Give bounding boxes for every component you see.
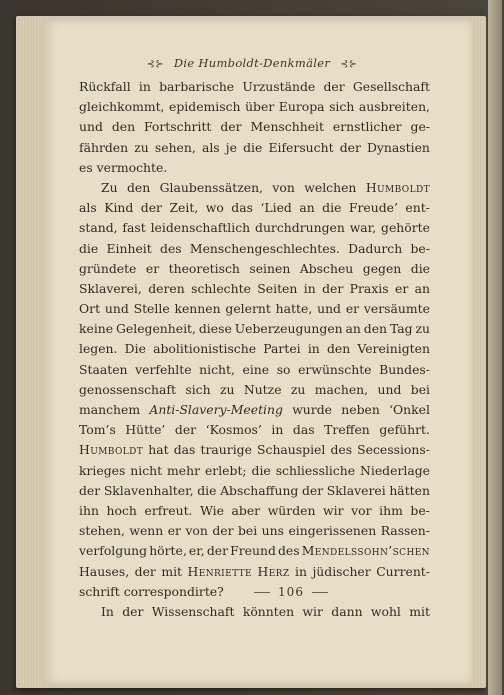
facing-page-edge	[486, 0, 504, 695]
text-line: In der Wissenschaft könnten wir dann wohl mit	[101, 603, 430, 619]
header-ornament-left: ⊰⊱	[146, 59, 164, 70]
text-line: Ort und Stelle kennen gelernt hatte, und er versäumte	[79, 301, 430, 317]
text-line: verfolgung hörte, er, der Freund des Mendelssohn’schen	[79, 543, 430, 559]
text-line: Zu den Glaubenssätzen, von welchen Humboldt	[101, 179, 430, 195]
text-line: stehen, wenn er von der bei uns eingerissenen Rassen-	[79, 523, 430, 539]
body-text	[79, 77, 430, 622]
text-line: Rückfall in barbarische Urzustände der Gesellschaft	[79, 79, 430, 94]
running-header-title: Die Humboldt-Denkmäler	[173, 56, 331, 70]
text-line: stand, fast leidenschaftlich durchdrungen war, gehörte	[79, 220, 430, 236]
text-line: manchem Anti-Slavery-Meeting wurde neben ‘Onkel	[79, 402, 430, 417]
text-line: legen. Die abolitionistische Partei in den Vereinigten	[79, 341, 430, 357]
text-line: genossenschaft sich zu Nutze zu machen, und bei	[79, 381, 430, 397]
text-line: Hauses, der mit Henriette Herz in jüdischer Current-	[79, 563, 430, 579]
text-line: gleichkommt, epidemisch über Europa sich ausbreiten,	[79, 99, 430, 115]
text-line: es vermochte.	[79, 159, 168, 175]
text-line: Humboldt hat das traurige Schauspiel des Secessions-	[79, 442, 430, 458]
text-line: Sklaverei, deren schlechte Seiten in der Praxis er an	[79, 280, 430, 296]
text-line: keine Gelegenheit, diese Ueberzeugungen an den Tag zu	[79, 321, 430, 337]
text-line: der Sklavenhalter, die Abschaffung der Sklaverei hätten	[79, 482, 430, 498]
folio-dash-left	[254, 592, 270, 593]
page-number-footer	[236, 585, 346, 599]
text-line: ihn hoch erfreut. Wie aber würden wir vor ihm be-	[79, 502, 430, 518]
text-line: die Einheit des Menschengeschlechtes. Dadurch be-	[79, 240, 430, 256]
folio-dash-right	[312, 592, 328, 593]
text-line: und den Fortschritt der Menschheit ernstlicher ge-	[79, 119, 430, 135]
text-line: gründete er theoretisch seinen Abscheu gegen die	[79, 260, 430, 276]
running-header	[0, 56, 504, 70]
text-line: Staaten verfehlte nicht, eine so erwünschte Bundes-	[79, 361, 430, 377]
text-line: schrift correspondirte?	[79, 583, 224, 599]
text-line: Tom’s Hütte’ der ‘Kosmos’ in das Treffen geführt.	[79, 422, 430, 438]
text-line: als Kind der Zeit, wo das ‘Lied an die Freude’ ent-	[79, 200, 430, 216]
page-number: 106	[278, 585, 304, 599]
text-line: fährden zu sehen, als je die Eifersucht der Dynastien	[79, 139, 430, 155]
text-line: krieges nicht mehr erlebt; die schliessliche Niederlage	[79, 462, 430, 478]
header-ornament-right: ⊰⊱	[340, 59, 358, 70]
